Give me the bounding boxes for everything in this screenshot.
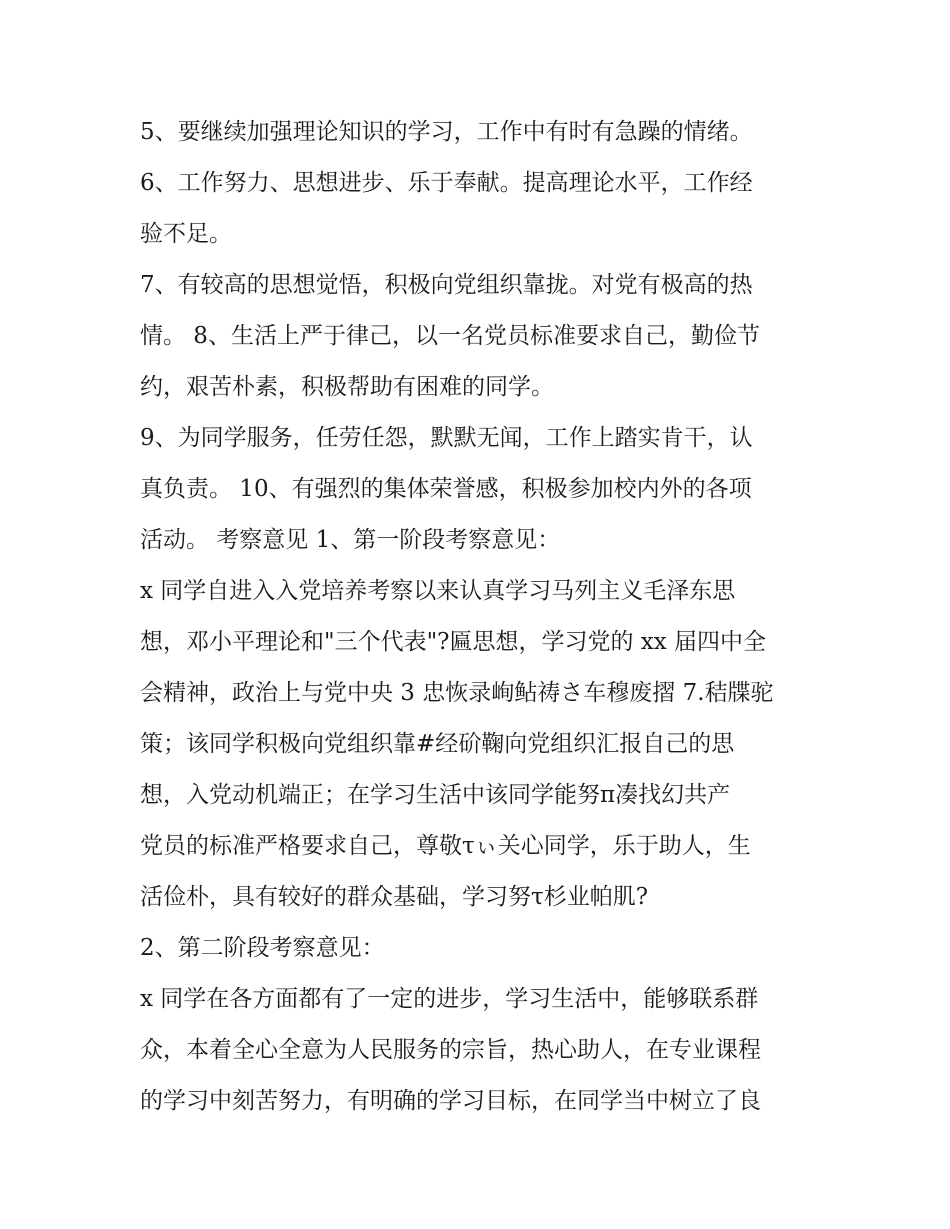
text-line: 策；该同学积极向党组织靠#经砎鞠向党组织汇报自己的思 <box>140 731 735 757</box>
text-line: 活俭朴，具有较好的群众基础，学习努τ杉业帕肌? <box>140 884 649 910</box>
text-line: 真负责。 10、有强烈的集体荣誉感，积极参加校内外的各项 <box>140 476 752 502</box>
text-line: 7、有较高的思想觉悟，积极向党组织靠拢。对党有极高的热 <box>140 272 753 298</box>
text-line: 约，艰苦朴素，积极帮助有困难的同学。 <box>140 374 554 400</box>
text-line: 想，邓小平理论和"三个代表"?匾思想，学习党的 xx 届四中全 <box>140 629 767 655</box>
text-line: 6、工作努力、思想进步、乐于奉献。提高理论水平，工作经 <box>140 170 753 196</box>
text-line: 9、为同学服务，任劳任怨，默默无闻，工作上踏实肯干，认 <box>140 425 753 451</box>
text-line: x 同学在各方面都有了一定的进步，学习生活中，能够联系群 <box>140 986 759 1012</box>
text-line: 的学习中刻苦努力，有明确的学习目标，在同学当中树立了良 <box>140 1088 761 1114</box>
text-line: 验不足。 <box>140 221 232 247</box>
text-line: x 同学自进入入党培养考察以来认真学习马列主义毛泽东思 <box>140 578 736 604</box>
text-line: 2、第二阶段考察意见： <box>140 935 385 961</box>
document-body <box>140 107 820 1127</box>
text-line: 5、要继续加强理论知识的学习，工作中有时有急躁的情绪。 <box>140 119 753 145</box>
text-line: 党员的标准严格要求自己，尊敬τぃ关心同学，乐于助人，生 <box>140 833 751 859</box>
text-line: 活动。 考察意见 1、第一阶段考察意见： <box>140 527 561 553</box>
text-line: 会精神，政治上与党中央 3 忠恢录峋鲇祷さ车穆废摺 7.秸牒驼 <box>140 680 774 706</box>
text-line: 众，本着全心全意为人民服务的宗旨，热心助人，在专业课程 <box>140 1037 761 1063</box>
text-line: 情。 8、生活上严于律己，以一名党员标准要求自己，勤俭节 <box>140 323 760 349</box>
text-line: 想，入党动机端正；在学习生活中该同学能努π凑找幻共产 <box>140 782 731 808</box>
